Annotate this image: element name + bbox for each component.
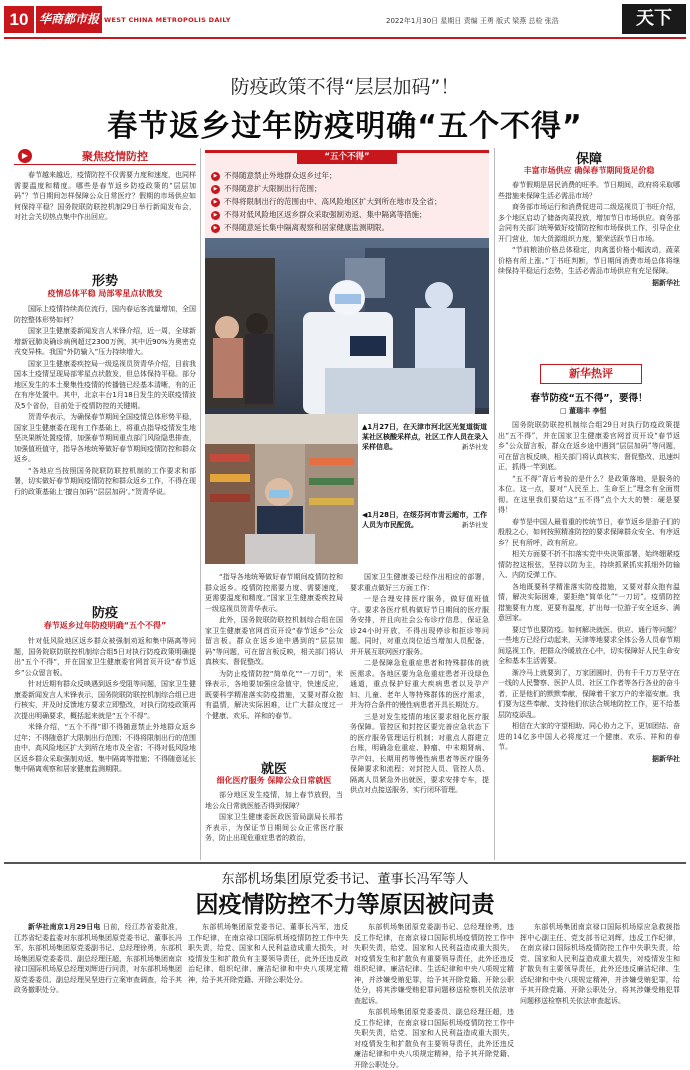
play-icon: ▶ (18, 149, 32, 163)
col2-body-1: “指导各地统筹做好春节期间疫情防控和群众返乡。疫情防控需要力度、需要速度，更需要温度和精度。”国家卫生健康委疾控局一级巡视员贺青华表示。 此外，国务院联防联控机制综合组在国家卫生健康委官网首页开设“春节返乡”公众留言板。群众在返乡途中遇到的“层层加码”等问题，可在留言板反映，相关部门将认真核实、督促整改。 为防止疫情防控“简单化”“一刀切”，米锋表示，各地要加强应急值守，快速反应，既要科学精准落实防疫措施，又要对群众抱有温情，解决实际困难，让广大群众度过一个健康、欢乐、祥和的春节。 (205, 573, 343, 720)
bullet-icon: ▶ (211, 211, 220, 220)
col1-body-2: 针对低风险地区返乡群众被强制劝返和集中隔离等问题，国务院联防联控机制综合组5日对执行防疫政策明确提出“五个不得”，并在国家卫生健康委官网首页开设“春节返乡”公众留言板。 针对近期有群众反映遇到返乡受阻等问题，国家卫生健康委新闻发言人米锋表示，国务院联防联控机制综合组已进行核实，并及时反馈地方要求立即整改，对执行防疫政策再次提出明确要求，概括起来就是“五个不得”。 米锋介绍，“五个不得”即不得随意禁止外地群众返乡过年；不得随意扩大限制出行范围；不得将限制出行的范围由中、高风险地区扩大到所在地市及全省；不得对低风险地区返乡群众采取强制劝返、集中隔离等措施；不得随意延长集中隔离观察和居家健康监测期限。 (14, 637, 196, 773)
bullet-icon: ▶ (211, 224, 220, 233)
five-musts-item: ▶ 不得对低风险地区返乡群众采取强制劝返、集中隔离等措施； (211, 208, 485, 221)
commentary-title: 春节防疫“五不得”，要得！ (530, 393, 648, 404)
commentary-body: 国务院联防联控机制综合组29日对执行防疫政策提出“五不得”，并在国家卫生健康委官网首页开设“春节返乡”公众留言板，群众在返乡途中遇到“层层加码”等问题，可在留言板反映，相关部门将认真核实、督促整改、迅速纠正，抓得一竿到底。 “五不得”背后考验的是什么？是政策落地，是服务的本位。这一点，要对“人民至上、生命至上”理念有全面贯彻。在这里我们要给这“五不得”点个大大的赞：硬是要得！ 春节是中国人最看重的传统节日，春节返乡是游子们的殷殷之心，如何按照精准防控的要求保障群众安全、有序返乡？民有所呼，政有所应。 相关方面要不折不扣落实党中央决策部署，始终绷紧疫情防控这根弦，坚持以防为主，持续抓紧抓实抓细外防输入、内防反弹工作。 各地既要科学精准落实防疫措施，又要对群众抱有温情，解决实际困难，要拒绝“简单化”“一刀切”。疫情防控措施要有力度，更要有温度，扩出每一位游子安全返乡、满意回家。 要过节也要防疫。如何解决就医、供应、通行等问题？一些地方已经行动起来，天津等地要求全体公务人员春节期间巡视工作，把群众冷暖放在心中，切实保障好人民生命安全和基本生活需要。 渐冷马上就要到了，万家团圆时，仍有千千万万坚守在一线的人民警察、医护人员、社区工作者等各行各业的奋斗者，正是他们的默默奉献，保障着千家万户的幸福安康。我们要为这些奉献、支持他们依法合规地防控工作，更不给基层防疫添乱。 相信在大家的守望相助、同心协力之下，更加团结、奋进的14亿多中国人必将度过一个健康、欢乐、祥和的春节。 据新华社 (498, 421, 680, 763)
page-number-badge (4, 6, 34, 33)
supermarket-scene-image (205, 414, 358, 564)
bottom-col-2: 东部机场集团原党委书记、董事长冯军，违反工作纪律，在南京禄口国际机场疫情防控工作中失职失责，给党、国家和人民利益造成重大损失，对疫情发生和扩散负有主要领导责任，此外还违反政治纪律、组织纪律、廉洁纪律和中央八项规定精神，给予其开除党籍、开除公职处分。 (188, 923, 348, 984)
five-musts-item: ▶ 不得随意延长集中隔离观察和居家健康监测期限。 (211, 221, 485, 234)
photo-caption-2: ◀1月28日，在绥芬河市青云超市，工作人员为市民配货。 新华社发 (362, 511, 488, 529)
bottom-kicker: 东部机场集团原党委书记、董事长冯军等人 (221, 872, 469, 887)
bottom-col-4: 东部机场集团南京禄口国际机场原应急救援指挥中心副主任、党支部书记刘辉，违反工作纪律，在南京禄口国际机场疫情防控工作中失职失责，给党、国家和人民利益造成重大损失，对疫情发生和扩散负有主要领导责任，此外还违反廉洁纪律、生活纪律和中央八项规定精神，并涉嫌受贿犯罪，给予其开除党籍、开除公职处分，将其涉嫌受贿犯罪问题移送检察机关依法审查起诉。 (520, 923, 680, 1005)
col1-sub2-title: 春节返乡过年防疫明确“五个不得” (43, 621, 167, 630)
testing-scene-image (205, 238, 489, 414)
photo-nucleic-acid-testing (205, 238, 489, 414)
commentary-author: □ 董瑞丰 李恒 (560, 407, 607, 415)
five-musts-item: ▶ 不得随意禁止外地群众返乡过年； (211, 169, 485, 182)
supply-body: 春节假期是居民消费的旺季。节日期间，政府将采取哪些措施来保障生活必需品市场？ 商务部市场运行和消费促进司二级巡视员丁书旺介绍，多个地区启动了储备肉菜投放，增加节日市场供应。商务部会同有关部门统筹做好疫情防控和市场保供工作，引导企业开门营业，加大货源组织力度，繁荣活跃节日市场。 “节前粮油价格总体稳定，肉禽蛋价格小幅波动，蔬菜价格有所上涨。”丁书旺判断，节日期间消费市场总体将继续保持平稳运行态势，生活必需品市场供应有充足保障。 据新华社 (498, 181, 680, 287)
paper-name-en: WEST CHINA METROPOLIS DAILY (104, 16, 231, 24)
masthead (0, 0, 690, 40)
five-musts-item: ▶ 不得将限制出行的范围由中、高风险地区扩大到所在地市及全省； (211, 195, 485, 208)
bullet-icon: ▶ (211, 172, 220, 181)
date-line: 2022年1月30日 星期日 责编 王勇 版式 梁燕 总检 张浩 (386, 17, 559, 25)
col3-body: 国家卫生健康委已经作出相应的部署，要求重点做好三方面工作： 一是合理安排医疗服务，做好值班值守。要求各医疗机构做好节日期间的医疗服务安排，并且向社会公布诊疗信息，保证急诊24小时开放，不得出现停诊和拒诊等问题。同时，对重点岗位适当增加人员配备，并开展互联网医疗服务。 二是保障急危重症患者和特殊群体的就医需求。各地区要为急危重症患者开设绿色通道，重点保护好重大疾病患者以及孕产妇、儿童、老年人等特殊群体的医疗需求，并为符合条件的慢性病患者开具长期处方。 三是对发生疫情的地区要求细化医疗服务保障。管控区和封控区要完善应急状态下的医疗服务管理运行机制；对重点人群建立台账，明确急危重症、肿瘤、中末期肾病、孕产妇、长期用药等慢性病患者等医疗服务保障要求和流程；对封控人员、管控人员、隔离人员紧急外出就医，要求安排专车，提供点对点接送服务，实行闭环管理。 (350, 573, 489, 794)
photo-supermarket (205, 414, 358, 564)
col1-sub2: 防疫 (91, 606, 118, 621)
col1-sub1: 形势 (91, 274, 118, 289)
column-rule (494, 148, 495, 860)
bottom-col-3: 东部机场集团原党委副书记、总经理徐勇，违反工作纪律，在南京禄口国际机场疫情防控工作中失职失责，给党、国家和人民利益造成重大损失，对疫情发生和扩散负有重要领导责任，此外还违反组织纪律、廉洁纪律、生活纪律和中央八项规定精神，并涉嫌受贿犯罪，给予其开除党籍、开除公职处分，将其涉嫌受贿犯罪问题移送检察机关依法审查起诉。 东部机场集团原党委委员、副总经理汪超，违反工作纪律，在南京禄口国际机场疫情防控工作中失职失责，给党、国家和人民利益造成重大损失，对疫情发生和扩散负有主要领导责任，此外还违反廉洁纪律和中央八项规定精神，给予其开除党籍、开除公职处分。 (354, 923, 514, 1069)
commentary-tag: 新华热评 (540, 364, 642, 384)
col2-sub-title: 细化医疗服务 保障公众日常就医 (216, 776, 332, 785)
col2-sub: 就医 (260, 762, 287, 777)
supply-sub: 保障 (575, 152, 602, 167)
bullet-icon: ▶ (211, 185, 220, 194)
photo-caption-1: ▲1月27日，在天津市河北区光复道街道某社区核酸采样点，社区工作人员在录入采样信息。 新华社发 (362, 423, 488, 451)
five-musts-item: ▶ 不得随意扩大限制出行范围； (211, 182, 485, 195)
lead-headline: 春节返乡过年防疫明确“五个不得” (107, 109, 583, 144)
page-number: 10 (9, 10, 29, 29)
lead-kicker: 防疫政策不得“层层加码”！ (230, 76, 460, 98)
bullet-icon: ▶ (211, 198, 220, 207)
focus-intro: 春节越来越近，疫情防控不仅需要力度和速度，也同样需要温度和精度。哪些是春节返乡防疫政策的“层层加码”？节日期间怎样保障公众日常医疗？假期的市场供应如何保持平稳？国务院联防联控机制29日举行新闻发布会，对社会关切热点集中作出回应。 (14, 171, 196, 221)
five-musts-box (205, 150, 489, 239)
col1-sub1-title: 疫情总体平稳 局部零星点状散发 (47, 289, 163, 298)
five-musts-list (211, 169, 485, 234)
supply-sub-title: 丰富市场供应 确保春节期间货足价稳 (523, 166, 655, 175)
section-divider (4, 862, 686, 864)
bottom-col-1: 新华社南京1月29日电 日前，经江苏省委批准，江苏省纪委监委对东部机场集团原党委书记、董事长冯军，东部机场集团原党委副书记、总经理徐勇，东部机场集团原党委委员、副总经理汪超，东部机场集团南京禄口国际机场原总经理刘辉进行问责，对东部机场集团原党委委员、副总经理吴坚进行立案审查调查，给予其政务撤职处分。 (14, 923, 183, 994)
five-musts-title: “五个不得” (297, 150, 397, 164)
column-rule (200, 148, 201, 860)
masthead-rule (4, 37, 686, 39)
section-badge: 天下 (622, 4, 686, 34)
paper-logo: 华商都市报 (36, 6, 102, 33)
col2-body-2: 部分地区发生疫情，加上春节放假，当地公众日常就医能否得到保障？ 国家卫生健康委医政医管局副局长邢若齐表示，为保证节日期间公众正常医疗服务，防止出现危重症患者的救治， (205, 791, 343, 842)
col1-body-1: 国际上疫情持续高位流行，国内春运客流量增加，全国防控整体形势如何？ 国家卫生健康委新闻发言人米锋介绍，近一周，全球新增新冠肺炎确诊病例超过2300万例，其中近90%为奥密克戎变异株。我国“外防输入”压力持续增大。 国家卫生健康委疾控局一级巡视员贺青华介绍，目前我国本土疫情呈现局部零星点状散发，但总体保持平稳。部分地区发生的本土聚集性疫情的传播链已经基本清晰，有的正在有序处置中。其中，北京丰台1月18日发生的关联疫情波及5个省份，目前处于疫情防控的关键期。 贺青华表示，为确保春节期间全国疫情总体形势平稳，国家卫生健康委在现有工作基础上，将重点指导疫情发生地坚决果断处置疫情，加强春节期间重点部门风险隐患排查，加强值班值守，指导各地统筹做好春节期间疫情防控和群众返乡。 “各地应当按照国务院联防联控机制的工作要求和部署，切实做好春节期间疫情防控和群众返乡工作，不得在现行的政策基础上‘擅自加码’‘层层加码’。”贺青华说。 (14, 305, 196, 496)
bottom-headline: 因疫情防控不力等原因被问责 (195, 892, 495, 918)
focus-tag: ▶ 聚焦疫情防控 (14, 148, 196, 165)
